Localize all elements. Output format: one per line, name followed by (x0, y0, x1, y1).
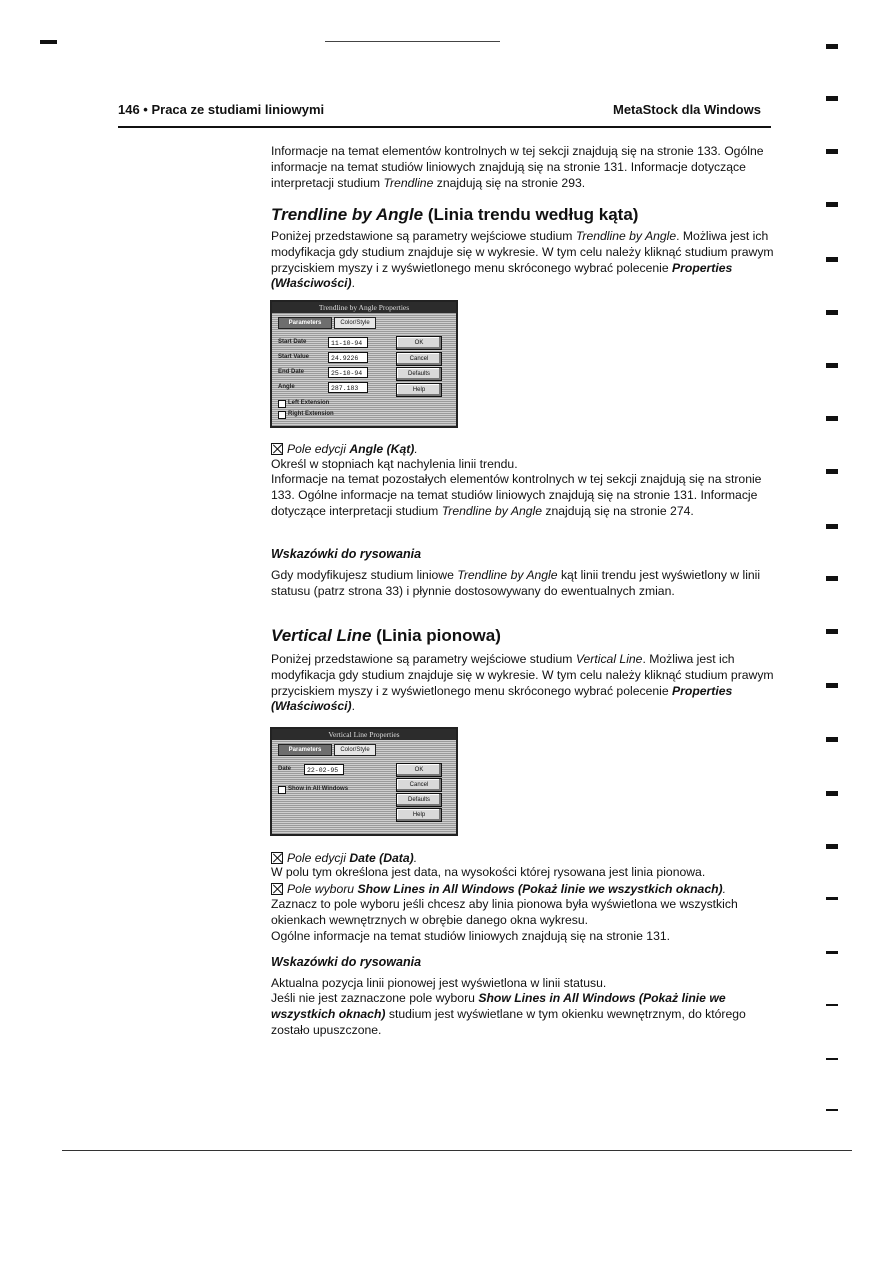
section2-tips-paragraph: Jeśli nie jest zaznaczone pole wyboru Show Lines in All Windows (Pokaż linie we wszystkich oknach) studium jest wyświetlane w tym okienku wewnętrznym, do którego zostało upuszczone. (271, 991, 746, 1037)
margin-mark (826, 737, 838, 742)
margin-mark (826, 363, 838, 368)
margin-mark (826, 576, 838, 581)
section-title-vertical-line: Vertical Line (Linia pionowa) (271, 626, 501, 645)
angle-option-desc: Określ w stopniach kąt nachylenia linii trendu. (271, 457, 518, 471)
margin-mark (826, 897, 838, 900)
right-extension-label: Right Extension (288, 411, 334, 417)
end-date-label: End Date (278, 369, 305, 375)
ok-button[interactable]: OK (396, 763, 442, 777)
angle-label: Angle (278, 384, 295, 390)
margin-mark (826, 844, 838, 849)
help-button[interactable]: Help (396, 808, 442, 822)
section1-paragraph: Poniżej przedstawione są parametry wejściowe studium Trendline by Angle. Możliwa jest ich modyfikacja gdy studium znajduje się w wykresie. W tym celu należy kliknąć studium prawym przyciskiem myszy i z wyświetlonego menu skróconego wybrać polecenie Properties (Właściwości). (271, 229, 774, 291)
top-rule (325, 41, 500, 42)
section1-tips-title: Wskazówki do rysowania (271, 547, 422, 561)
margin-mark (826, 791, 838, 796)
start-date-field[interactable]: 11-10-94 (328, 337, 368, 348)
margin-mark (826, 202, 838, 207)
margin-mark (826, 416, 838, 421)
show-lines-option-desc: Zaznacz to pole wyboru jeśli chcesz aby linia pionowa była wyświetlona we wszystkich okienkach wewnętrznych w obrębie danego okna wykresu. (271, 897, 738, 927)
cancel-button[interactable]: Cancel (396, 352, 442, 366)
checkbox-icon (271, 852, 283, 864)
section1-tips-paragraph: Gdy modyfikujesz studium liniowe Trendline by Angle kąt linii trendu jest wyświetlony w linii statusu (patrz strona 33) i płynnie dostosowywany do ewentualnych zmian. (271, 568, 761, 598)
angle-option-title: Pole edycji Angle (Kąt). (271, 442, 776, 458)
defaults-button[interactable]: Defaults (396, 793, 442, 807)
bottom-rule (62, 1150, 852, 1151)
tab-parameters[interactable]: Parameters (278, 744, 332, 756)
start-value-field[interactable]: 24.9226 (328, 352, 368, 363)
running-header-right: MetaStock dla Windows (613, 102, 761, 117)
show-lines-option-title: Pole wyboru Show Lines in All Windows (Pokaż linie we wszystkich oknach). (271, 882, 776, 898)
checkbox-icon (271, 443, 283, 455)
margin-mark (826, 149, 838, 154)
section2-tips-line1: Aktualna pozycja linii pionowej jest wyświetlona w linii statusu. (271, 976, 607, 990)
start-date-label: Start Date (278, 339, 307, 345)
ok-button[interactable]: OK (396, 336, 442, 350)
date-label: Date (278, 766, 292, 772)
angle-field[interactable]: 287.183 (328, 382, 368, 393)
header-rule (118, 126, 771, 128)
margin-mark (826, 310, 838, 315)
margin-mark (826, 629, 838, 634)
section-title-trendline-by-angle: Trendline by Angle (Linia trendu według kąta) (271, 205, 639, 224)
margin-mark (826, 96, 838, 101)
running-header-left: 146 • Praca ze studiami liniowymi (118, 102, 325, 117)
dialog-title: Vertical Line Properties (272, 729, 456, 740)
tab-color-style[interactable]: Color/Style (334, 744, 376, 756)
tab-color-style[interactable]: Color/Style (334, 317, 376, 329)
section1-info-paragraph: Informacje na temat pozostałych elementów kontrolnych w tej sekcji znajdują się na stronie 133. Ogólne informacje na temat studiów liniowych znajdują się na stronie 131. Informacje dotyczące interpretacji studium Trendline by Angle znajdują się na stronie 274. (271, 472, 762, 518)
dialog-title: Trendline by Angle Properties (272, 302, 456, 313)
help-button[interactable]: Help (396, 383, 442, 397)
trendline-by-angle-dialog (270, 300, 458, 428)
left-extension-checkbox[interactable] (278, 400, 286, 408)
margin-mark (826, 257, 838, 262)
end-date-field[interactable]: 25-10-94 (328, 367, 368, 378)
show-lines-option-info: Ogólne informacje na temat studiów liniowych znajdują się na stronie 131. (271, 929, 671, 943)
margin-mark (826, 469, 838, 474)
show-in-all-windows-label: Show in All Windows (288, 786, 349, 792)
tab-parameters[interactable]: Parameters (278, 317, 332, 329)
cancel-button[interactable]: Cancel (396, 778, 442, 792)
date-option-desc: W polu tym określona jest data, na wysokości której rysowana jest linia pionowa. (271, 865, 706, 879)
show-in-all-windows-checkbox[interactable] (278, 786, 286, 794)
date-option-title: Pole edycji Date (Data). (271, 851, 776, 867)
margin-mark (826, 683, 838, 688)
section2-tips-title: Wskazówki do rysowania (271, 955, 422, 969)
margin-mark (826, 951, 838, 954)
scan-mark (40, 40, 57, 44)
margin-mark (826, 1058, 838, 1060)
margin-mark (826, 1109, 838, 1111)
margin-mark (826, 44, 838, 49)
section2-paragraph: Poniżej przedstawione są parametry wejściowe studium Vertical Line. Możliwa jest ich modyfikacja gdy studium znajduje się w wykresie. W tym celu należy kliknąć studium prawym przyciskiem myszy i z wyświetlonego menu skróconego wybrać polecenie Properties (Właściwości). (271, 652, 774, 714)
defaults-button[interactable]: Defaults (396, 367, 442, 381)
right-extension-checkbox[interactable] (278, 411, 286, 419)
margin-mark (826, 1004, 838, 1006)
checkbox-icon (271, 883, 283, 895)
margin-mark (826, 524, 838, 529)
vertical-line-dialog (270, 727, 458, 836)
date-field[interactable]: 22-02-95 (304, 764, 344, 775)
left-extension-label: Left Extension (288, 400, 330, 406)
intro-paragraph: Informacje na temat elementów kontrolnych w tej sekcji znajdują się na stronie 133. Ogólne informacje na temat studiów liniowych znajdują się na stronie 131. Informacje dotyczące interpretacji studium Trendline znajdują się na stronie 293. (271, 144, 764, 190)
start-value-label: Start Value (278, 354, 310, 360)
